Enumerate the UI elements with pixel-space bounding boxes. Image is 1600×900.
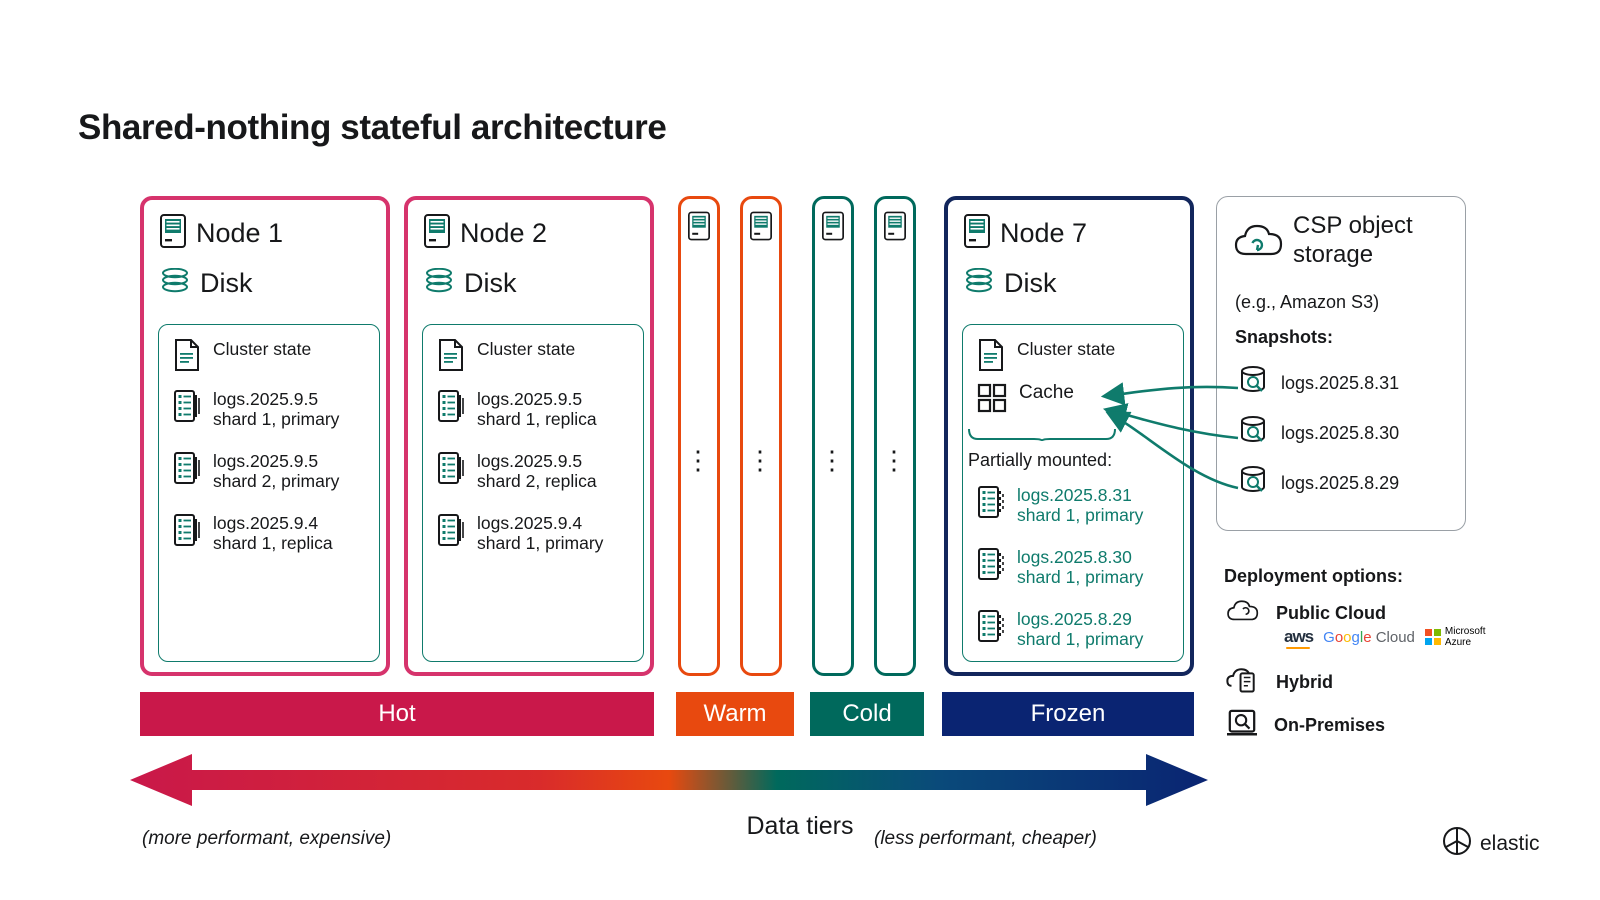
node-card-cold-1[interactable]	[812, 196, 854, 676]
node2-disk-row	[424, 268, 517, 299]
snapshot-icon	[1239, 465, 1269, 502]
csp-object-storage-card[interactable]	[1216, 196, 1466, 531]
node1-disk-label: Disk	[200, 268, 253, 298]
cloud-icon	[1233, 221, 1285, 266]
node-card-node1[interactable]	[140, 196, 390, 676]
disk-icon	[160, 268, 190, 299]
node7-disk-label: Disk	[1004, 268, 1057, 298]
node1-contents	[158, 324, 380, 662]
partially-mounted-brace	[968, 428, 1116, 442]
node7-shard-1-detail: shard 1, primary	[1017, 567, 1144, 587]
node2-shard-0-index: logs.2025.9.5	[477, 389, 583, 409]
node1-header	[160, 214, 283, 253]
shard-icon	[977, 485, 1005, 524]
tier-bar-warm[interactable]: Warm	[676, 692, 794, 736]
shard-icon	[173, 451, 201, 490]
shard-icon	[977, 547, 1005, 586]
elastic-logo	[1442, 826, 1540, 861]
snapshot-item-2[interactable]	[1239, 465, 1399, 502]
node-card-node2[interactable]	[404, 196, 654, 676]
page-title: Shared-nothing stateful architecture	[78, 108, 667, 147]
aws-logo: aws	[1284, 627, 1314, 646]
cloud-icon	[1226, 598, 1260, 629]
snapshot-icon	[1239, 365, 1269, 402]
snapshot-label-0: logs.2025.8.31	[1281, 373, 1400, 393]
server-icon	[750, 211, 772, 246]
server-icon	[160, 214, 186, 253]
node7-header	[964, 214, 1087, 253]
server-icon	[688, 211, 710, 246]
node2-shard-2-detail: shard 1, primary	[477, 533, 604, 553]
snapshot-item-0[interactable]	[1239, 365, 1399, 402]
microsoft-squares-icon	[1425, 629, 1441, 645]
node1-shard-1-detail: shard 2, primary	[213, 471, 340, 491]
snapshot-label-2: logs.2025.8.29	[1281, 473, 1400, 493]
data-tiers-label: Data tiers	[746, 812, 854, 840]
microsoft-azure-logo: Microsoft Azure	[1425, 626, 1486, 648]
node1-shard-2	[173, 513, 333, 553]
node1-shard-2-detail: shard 1, replica	[213, 533, 333, 553]
elastic-wordmark: elastic	[1480, 831, 1540, 855]
node2-name: Node 2	[460, 218, 548, 248]
node7-cache-label: Cache	[1019, 382, 1074, 403]
csp-example: (e.g., Amazon S3)	[1235, 292, 1380, 312]
node7-cache	[977, 383, 1074, 418]
shard-icon	[173, 513, 201, 552]
node1-shard-0-detail: shard 1, primary	[213, 409, 340, 429]
node1-cluster-state-label: Cluster state	[213, 339, 312, 359]
hybrid-icon	[1226, 666, 1260, 699]
csp-title: CSP object storage	[1293, 212, 1413, 268]
node7-cluster-state	[977, 339, 1115, 376]
server-icon	[884, 211, 906, 246]
document-icon	[173, 339, 201, 376]
node1-cluster-state	[173, 339, 311, 376]
node7-contents	[962, 324, 1184, 662]
node2-shard-2-index: logs.2025.9.4	[477, 513, 583, 533]
shard-icon	[437, 389, 465, 428]
node1-shard-0-index: logs.2025.9.5	[213, 389, 319, 409]
snapshot-label-1: logs.2025.8.30	[1281, 423, 1400, 443]
node1-name: Node 1	[196, 218, 284, 248]
csp-snapshots-label: Snapshots:	[1235, 327, 1334, 347]
node7-name: Node 7	[1000, 218, 1088, 248]
node2-shard-1	[437, 451, 597, 491]
server-icon	[424, 214, 450, 253]
node2-contents	[422, 324, 644, 662]
node2-disk-label: Disk	[464, 268, 517, 298]
snapshot-item-1[interactable]	[1239, 415, 1399, 452]
shard-icon	[437, 513, 465, 552]
collapsed-dots: ⋮	[747, 445, 775, 475]
node-card-warm-2[interactable]	[740, 196, 782, 676]
axis-note-right: (less performant, cheaper)	[874, 828, 1097, 849]
deployment-option-on-premises[interactable]	[1226, 708, 1385, 743]
tier-bar-cold[interactable]: Cold	[810, 692, 924, 736]
google-cloud-logo: Google Cloud	[1323, 628, 1415, 646]
disk-icon	[424, 268, 454, 299]
deployment-option-public-cloud[interactable]	[1226, 598, 1386, 629]
collapsed-dots: ⋮	[685, 445, 713, 475]
node7-cluster-state-label: Cluster state	[1017, 339, 1116, 359]
node2-shard-1-detail: shard 2, replica	[477, 471, 597, 491]
node-card-cold-2[interactable]	[874, 196, 916, 676]
node7-shard-1-index: logs.2025.8.30	[1017, 547, 1132, 567]
tier-bar-frozen[interactable]: Frozen	[942, 692, 1194, 736]
shard-icon	[173, 389, 201, 428]
elastic-mark-icon	[1442, 826, 1472, 861]
node1-shard-1	[173, 451, 339, 491]
node2-header	[424, 214, 547, 253]
deployment-option-hybrid[interactable]	[1226, 666, 1333, 699]
deployment-option-label-2: On-Premises	[1274, 715, 1386, 735]
node2-shard-0-detail: shard 1, replica	[477, 409, 597, 429]
shard-icon	[977, 609, 1005, 648]
deployment-option-label-1: Hybrid	[1276, 672, 1334, 692]
node7-shard-0	[977, 485, 1143, 525]
snapshot-icon	[1239, 415, 1269, 452]
node1-shard-2-index: logs.2025.9.4	[213, 513, 319, 533]
partially-mounted-label: Partially mounted:	[968, 450, 1113, 470]
node2-cluster-state-label: Cluster state	[477, 339, 576, 359]
cache-icon	[977, 383, 1007, 418]
deployment-option-label-0: Public Cloud	[1276, 603, 1386, 623]
collapsed-dots: ⋮	[819, 445, 847, 475]
node2-shard-1-index: logs.2025.9.5	[477, 451, 583, 471]
on-premises-icon	[1226, 708, 1258, 743]
document-icon	[437, 339, 465, 376]
server-icon	[822, 211, 844, 246]
node1-shard-0	[173, 389, 339, 429]
tier-bar-hot[interactable]: Hot	[140, 692, 654, 736]
node7-shard-2-detail: shard 1, primary	[1017, 629, 1144, 649]
node1-shard-1-index: logs.2025.9.5	[213, 451, 319, 471]
node2-shard-2	[437, 513, 603, 553]
cloud-provider-logos	[1284, 626, 1485, 648]
node-card-warm-1[interactable]	[678, 196, 720, 676]
node7-shard-0-detail: shard 1, primary	[1017, 505, 1144, 525]
server-icon	[964, 214, 990, 253]
node7-shard-2	[977, 609, 1143, 649]
node1-disk-row	[160, 268, 253, 299]
collapsed-dots: ⋮	[881, 445, 909, 475]
node7-shard-2-index: logs.2025.8.29	[1017, 609, 1132, 629]
node7-shard-0-index: logs.2025.8.31	[1017, 485, 1132, 505]
data-tiers-arrow	[130, 752, 1208, 808]
axis-note-left: (more performant, expensive)	[142, 828, 392, 849]
node7-shard-1	[977, 547, 1143, 587]
node2-shard-0	[437, 389, 597, 429]
disk-icon	[964, 268, 994, 299]
deployment-options-title: Deployment options:	[1224, 566, 1403, 586]
node2-cluster-state	[437, 339, 575, 376]
node7-disk-row	[964, 268, 1057, 299]
document-icon	[977, 339, 1005, 376]
shard-icon	[437, 451, 465, 490]
